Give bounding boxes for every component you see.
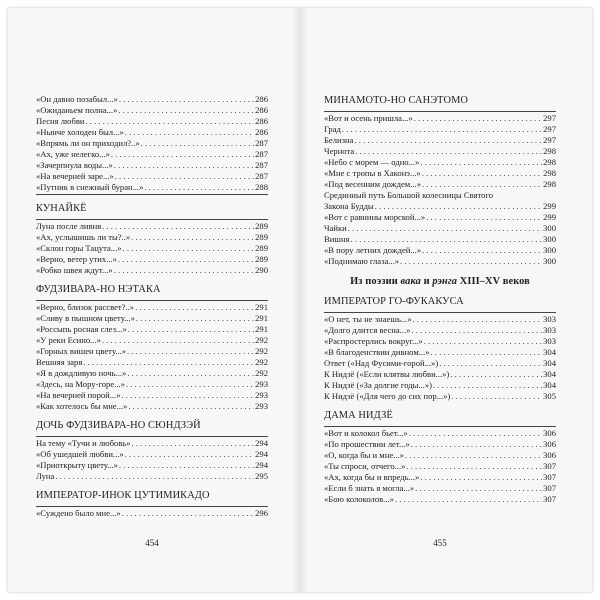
book-spread: [8, 8, 592, 592]
toc-entry-title: «Впрямь ли он приходил?..»: [36, 138, 140, 148]
toc-entry-page: 303: [543, 336, 556, 346]
toc-entry-page: 306: [543, 439, 556, 449]
toc-entry: [324, 325, 556, 336]
toc-entry: [36, 346, 268, 357]
toc-entry-title: «Нынче холоден был...»: [36, 127, 124, 137]
toc-section: [36, 283, 268, 412]
toc-entry-title: Белизна: [324, 135, 354, 145]
section-rule: [36, 300, 268, 301]
toc-entry-title: «Верно, ветер утих...»: [36, 254, 117, 264]
toc-entry-page: 296: [255, 508, 268, 518]
toc-entry-page: 303: [543, 314, 556, 324]
toc-dot-leader: [55, 471, 254, 482]
toc-entry-title: «О нет, ты не знаешь...»: [324, 314, 412, 324]
section-rule: [324, 426, 556, 427]
toc-entry-page: 287: [255, 160, 268, 170]
toc-entry-title: «Распростерлись вокруг...»: [324, 336, 423, 346]
toc-entry-title: «Бою колоколов...»: [324, 494, 394, 504]
toc-entry-page: 299: [543, 201, 556, 211]
toc-entry-page: 306: [543, 428, 556, 438]
book-gutter: [292, 8, 308, 592]
page-number-left: 454: [145, 538, 159, 548]
toc-section: [324, 409, 556, 505]
toc-entry: [324, 124, 556, 135]
toc-entry-page: 287: [255, 149, 268, 159]
toc-dot-leader: [102, 221, 254, 232]
toc-entry: [36, 335, 268, 346]
toc-entry: [324, 494, 556, 505]
toc-entry-page: 286: [255, 105, 268, 115]
toc-dot-leader: [351, 234, 543, 245]
toc-entry-title: «Как хотелось бы мне...»: [36, 401, 128, 411]
toc-dot-leader: [400, 256, 542, 267]
toc-entry: [324, 380, 556, 391]
section-entries: [36, 508, 268, 519]
section-entries: [324, 428, 556, 505]
toc-entry-title: «О, когда бы и мне...»: [324, 450, 404, 460]
toc-entry-page: 291: [255, 313, 268, 323]
toc-entry-title: Вешняя заря: [36, 357, 83, 367]
toc-entry-title: «Горных вишен цвету...»: [36, 346, 126, 356]
toc-entry: [36, 460, 268, 471]
toc-entry: [324, 256, 556, 267]
toc-entry-title: «Мне с тропы в Хаконэ...»: [324, 168, 421, 178]
toc-entry-page: 300: [543, 223, 556, 233]
toc-entry: [324, 168, 556, 179]
toc-entry-title: «Путник в снежный буран...»: [36, 182, 144, 192]
toc-entry: [324, 223, 556, 234]
toc-entry-title: «В пору летних дождей...»: [324, 245, 422, 255]
toc-entry-title: «Склон горы Тацута...»: [36, 243, 122, 253]
toc-entry-page: 297: [543, 124, 556, 134]
toc-entry-page: 289: [255, 221, 268, 231]
toc-entry-title: «Под весенним дождем...»: [324, 179, 421, 189]
section-rule: [36, 194, 268, 195]
toc-entry: [324, 439, 556, 450]
toc-entry: [324, 428, 556, 439]
section-heading: ФУДЗИВАРА-НО НЭТАКА: [36, 284, 161, 295]
toc-entry: [36, 232, 268, 243]
toc-dot-leader: [413, 314, 542, 325]
toc-entry-page: 289: [255, 243, 268, 253]
toc-dot-leader: [422, 245, 542, 256]
toc-entry-page: 292: [255, 357, 268, 367]
section-entries: [36, 438, 268, 482]
toc-dot-leader: [126, 379, 254, 390]
toc-entry-title: К Нидзё («За долгие годы...»): [324, 380, 432, 390]
toc-entry-title: Песня любви: [36, 116, 85, 126]
toc-entry-title: «Россыпь росная слез...»: [36, 324, 127, 334]
toc-entry-page: 300: [543, 256, 556, 266]
toc-entry: [36, 313, 268, 324]
toc-entry-page: 304: [543, 347, 556, 357]
toc-entry: [36, 379, 268, 390]
toc-entry-title: «Если б знать я могла...»: [324, 483, 415, 493]
toc-entry-page: 303: [543, 325, 556, 335]
toc-entry: [324, 391, 556, 402]
toc-entry: [36, 105, 268, 116]
toc-entry-title: «Ах, уже нелегко...»: [36, 149, 110, 159]
toc-entry-title: «По прошествии лет...»: [324, 439, 410, 449]
toc-dot-leader: [414, 113, 542, 124]
toc-entry-title: «Зачерпнула воды...»: [36, 160, 113, 170]
toc-entry: [36, 438, 268, 449]
toc-entry: [36, 357, 268, 368]
section-entries: [36, 302, 268, 412]
toc-entry-page: 295: [255, 471, 268, 481]
toc-entry-page: 300: [543, 245, 556, 255]
toc-entry-title: «Небо с морем — одно...»: [324, 157, 420, 167]
toc-entry-title: Срединный путь Большой колесницы Святого: [324, 190, 494, 200]
part-heading-text-3: XIII–XV веков: [457, 276, 530, 287]
toc-entry-page: 307: [543, 472, 556, 482]
toc-entry: [324, 472, 556, 483]
toc-entry-page: 298: [543, 179, 556, 189]
toc-entry-title: «У реки Есино...»: [36, 335, 101, 345]
toc-dot-leader: [125, 127, 254, 138]
toc-entry: [36, 149, 268, 160]
section-rule: [324, 111, 556, 112]
toc-entry-page: 286: [255, 116, 268, 126]
toc-dot-leader: [122, 508, 254, 519]
toc-entry-page: 291: [255, 302, 268, 312]
toc-dot-leader: [144, 182, 254, 193]
toc-entry-title: «Об ушедшей любви...»: [36, 449, 124, 459]
toc-entry-title: «Он давно позабыл...»: [36, 94, 118, 104]
toc-entry-title: Луна после ливня: [36, 221, 102, 231]
toc-entry-page: 292: [255, 368, 268, 378]
toc-entry-page: 293: [255, 379, 268, 389]
toc-dot-leader: [125, 449, 254, 460]
toc-dot-leader: [118, 254, 254, 265]
toc-entry-page: 304: [543, 369, 556, 379]
toc-dot-leader: [354, 135, 542, 146]
toc-dot-leader: [342, 124, 542, 135]
toc-entry: [324, 179, 556, 190]
toc-entry: [36, 508, 268, 519]
toc-entry-page: 289: [255, 254, 268, 264]
toc-entry: [324, 336, 556, 347]
toc-dot-leader: [127, 346, 254, 357]
part-heading-text-2: и: [420, 276, 433, 287]
toc-entry: [324, 190, 556, 201]
toc-section: [36, 419, 268, 482]
toc-entry: [324, 135, 556, 146]
section-heading: ДОЧЬ ФУДЗИВАРА-НО СЮНДЗЭЙ: [36, 420, 201, 431]
toc-dot-leader: [131, 232, 254, 243]
toc-entry: [324, 314, 556, 325]
toc-section: [324, 295, 556, 402]
toc-entry-page: 307: [543, 483, 556, 493]
toc-entry-title: Закона Будды: [324, 201, 374, 211]
toc-dot-leader: [426, 212, 542, 223]
toc-dot-leader: [431, 347, 543, 358]
toc-dot-leader: [83, 357, 254, 368]
toc-entry: [36, 94, 268, 105]
toc-entry: [324, 369, 556, 380]
toc-dot-leader: [450, 369, 542, 380]
toc-dot-leader: [422, 168, 542, 179]
toc-entry-title: К Нидзё («Для чего до сих пор...»): [324, 391, 451, 401]
toc-entry: [36, 221, 268, 232]
section-rule: [36, 436, 268, 437]
toc-entry-title: Чернота: [324, 146, 355, 156]
section-rule: [324, 312, 556, 313]
toc-dot-leader: [406, 461, 542, 472]
toc-entry-page: 294: [255, 460, 268, 470]
toc-entry-page: 298: [543, 146, 556, 156]
toc-entry: [324, 347, 556, 358]
toc-entry-page: 287: [255, 138, 268, 148]
toc-entry: [36, 265, 268, 276]
toc-entry: [324, 483, 556, 494]
toc-entry-title: «Сливу в пышном цвету...»: [36, 313, 135, 323]
toc-entry: [324, 212, 556, 223]
left-intro-entries: [36, 94, 268, 193]
part-heading: [324, 275, 556, 288]
toc-dot-leader: [132, 438, 255, 449]
toc-entry-page: 300: [543, 234, 556, 244]
toc-dot-leader: [114, 265, 254, 276]
toc-entry: [36, 368, 268, 379]
toc-entry-page: 306: [543, 450, 556, 460]
section-rule: [36, 219, 268, 220]
toc-entry: [324, 461, 556, 472]
section-heading: ДАМА НИДЗЁ: [324, 410, 393, 421]
section-entries: [36, 221, 268, 276]
toc-dot-leader: [115, 171, 254, 182]
toc-dot-leader: [348, 223, 542, 234]
section-heading: ИМПЕРАТОР ГО-ФУКАКУСА: [324, 296, 464, 307]
toc-entry-page: 298: [543, 157, 556, 167]
toc-dot-leader: [439, 358, 542, 369]
toc-dot-leader: [375, 201, 542, 212]
toc-entry-title: К Нидзё («Если клятвы любви...»): [324, 369, 450, 379]
toc-entry-page: 297: [543, 135, 556, 145]
toc-entry: [324, 201, 556, 212]
toc-entry-title: Град: [324, 124, 341, 134]
toc-entry: [36, 116, 268, 127]
toc-entry-title: «Вот и осень пришла...»: [324, 113, 413, 123]
toc-dot-leader: [119, 94, 254, 105]
right-first-entries: [324, 113, 556, 267]
toc-entry-page: 289: [255, 232, 268, 242]
toc-entry-title: «На вечерней порой...»: [36, 390, 121, 400]
toc-entry-title: «Поднимаю глаза...»: [324, 256, 400, 266]
toc-entry: [36, 160, 268, 171]
toc-entry-title: «Вот с равнины морской...»: [324, 212, 426, 222]
toc-dot-leader: [122, 390, 255, 401]
toc-entry-page: 290: [255, 265, 268, 275]
toc-entry-title: Ответ («Над Фусими-горой...»): [324, 358, 439, 368]
toc-dot-leader: [123, 243, 255, 254]
toc-entry-title: «Здесь, на Мору-горе...»: [36, 379, 125, 389]
toc-entry-title: Чайки: [324, 223, 347, 233]
toc-dot-leader: [119, 460, 254, 471]
toc-entry-page: 292: [255, 346, 268, 356]
toc-dot-leader: [409, 428, 542, 439]
toc-entry-page: 292: [255, 335, 268, 345]
toc-section: [36, 489, 268, 519]
toc-dot-leader: [114, 160, 254, 171]
toc-entry-title: «Я в дождливую ночь...»: [36, 368, 127, 378]
part-heading-text-1: Из поэзии: [350, 276, 401, 287]
toc-dot-leader: [420, 472, 542, 483]
toc-dot-leader: [102, 335, 254, 346]
toc-entry-page: 293: [255, 401, 268, 411]
toc-dot-leader: [127, 368, 254, 379]
section-entries: [324, 314, 556, 402]
page-number-right: 455: [433, 538, 447, 548]
toc-dot-leader: [405, 450, 542, 461]
toc-entry-page: 287: [255, 171, 268, 181]
toc-entry: [36, 138, 268, 149]
toc-entry-title: «Вот и колокол бьет...»: [324, 428, 408, 438]
toc-entry: [36, 182, 268, 193]
toc-entry: [324, 113, 556, 124]
toc-entry-title: «Приоткрыту цвету...»: [36, 460, 118, 470]
toc-entry-page: 304: [543, 380, 556, 390]
toc-entry-page: 294: [255, 438, 268, 448]
section-rule: [36, 506, 268, 507]
toc-entry-title: Луна: [36, 471, 55, 481]
toc-entry-page: 304: [543, 358, 556, 368]
toc-entry: [36, 302, 268, 313]
part-heading-vaka: вака: [400, 276, 421, 287]
toc-entry-page: 307: [543, 461, 556, 471]
toc-entry-title: «Ожиданьем полна...»: [36, 105, 118, 115]
section-heading: КУНАЙКЁ: [36, 203, 87, 214]
toc-entry: [36, 243, 268, 254]
toc-entry: [36, 401, 268, 412]
toc-dot-leader: [141, 138, 254, 149]
toc-entry: [324, 450, 556, 461]
toc-entry-title: «Суждено было мне...»: [36, 508, 121, 518]
right-sections: [324, 295, 556, 505]
toc-entry-title: Вишня: [324, 234, 350, 244]
toc-dot-leader: [128, 324, 254, 335]
toc-entry-page: 293: [255, 390, 268, 400]
toc-section: [36, 202, 268, 276]
toc-entry-title: «Долго длится весна...»: [324, 325, 411, 335]
toc-entry-title: «На вечерней заре...»: [36, 171, 114, 181]
toc-entry: [324, 146, 556, 157]
toc-entry: [36, 390, 268, 401]
toc-dot-leader: [420, 157, 542, 168]
toc-dot-leader: [411, 439, 542, 450]
toc-entry-page: 291: [255, 324, 268, 334]
toc-entry-page: 307: [543, 494, 556, 504]
toc-dot-leader: [128, 401, 254, 412]
left-sections: [36, 202, 268, 519]
section-heading: ИМПЕРАТОР-ИНОК ЦУТИМИКАДО: [36, 490, 210, 501]
toc-dot-leader: [111, 149, 254, 160]
toc-dot-leader: [355, 146, 542, 157]
toc-dot-leader: [136, 313, 254, 324]
toc-dot-leader: [411, 325, 542, 336]
toc-entry: [36, 171, 268, 182]
toc-entry: [324, 358, 556, 369]
toc-entry-page: 288: [255, 182, 268, 192]
toc-dot-leader: [118, 105, 254, 116]
toc-entry-title: «Ты спроси, отчего...»: [324, 461, 406, 471]
toc-entry-title: «В благоденствии дивном...»: [324, 347, 430, 357]
toc-entry-title: «Верно, близок рассвет?..»: [36, 302, 135, 312]
toc-entry-title: «Ах, услышишь ли ты?..»: [36, 232, 131, 242]
toc-entry-page: 298: [543, 168, 556, 178]
toc-dot-leader: [422, 179, 542, 190]
toc-entry-page: 294: [255, 449, 268, 459]
toc-entry: [324, 234, 556, 245]
toc-entry-page: 286: [255, 127, 268, 137]
section-heading: МИНАМОТО-НО САНЭТОМО: [324, 95, 469, 106]
toc-entry-page: 286: [255, 94, 268, 104]
toc-dot-leader: [86, 116, 255, 127]
toc-entry: [36, 324, 268, 335]
toc-entry: [324, 245, 556, 256]
toc-entry-title: «Ах, когда бы и впредь...»: [324, 472, 420, 482]
toc-dot-leader: [395, 494, 542, 505]
toc-entry: [36, 471, 268, 482]
part-heading-renga: рэнга: [432, 276, 458, 287]
toc-entry: [36, 254, 268, 265]
toc-dot-leader: [424, 336, 542, 347]
toc-dot-leader: [451, 391, 542, 402]
toc-entry: [36, 127, 268, 138]
toc-dot-leader: [433, 380, 542, 391]
toc-entry: [324, 157, 556, 168]
right-page: [324, 94, 556, 505]
toc-entry: [36, 449, 268, 460]
toc-entry-page: 299: [543, 212, 556, 222]
toc-entry-title: На тему «Тучи и любовь»: [36, 438, 131, 448]
toc-dot-leader: [415, 483, 542, 494]
toc-entry-page: 305: [543, 391, 556, 401]
toc-entry-page: 297: [543, 113, 556, 123]
left-page: [36, 94, 268, 519]
toc-dot-leader: [135, 302, 254, 313]
toc-entry-title: «Робко швея ждут...»: [36, 265, 113, 275]
